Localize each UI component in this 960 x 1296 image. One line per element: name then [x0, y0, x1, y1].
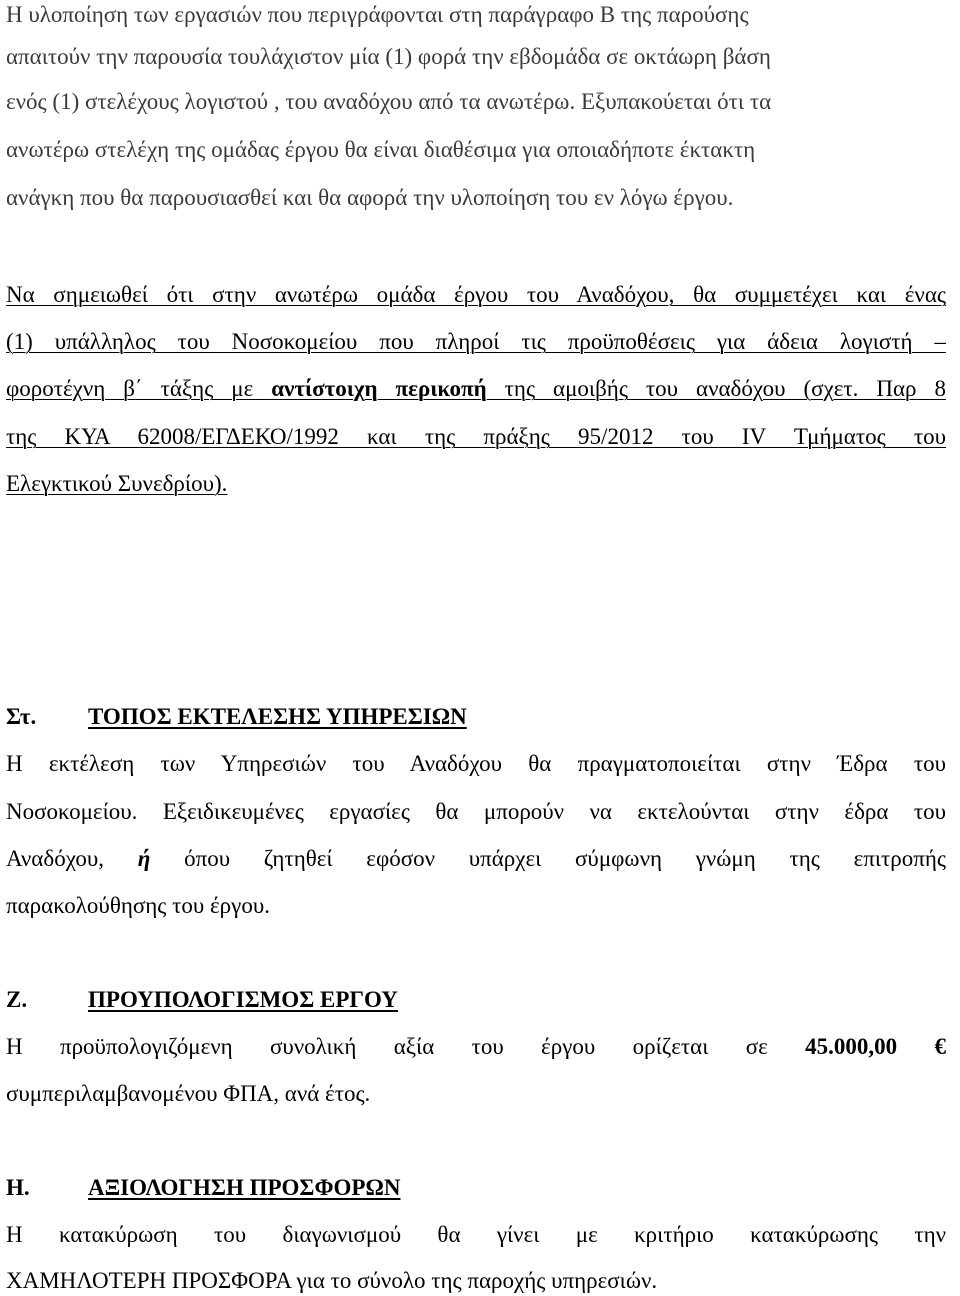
paragraph2-line5: Ελεγκτικού Συνεδρίου).	[6, 471, 228, 496]
section-st-line3-text-end: όπου ζητηθεί εφόσον υπάρχει σύμφωνη γνώμη της επιτροπής	[150, 846, 946, 871]
paragraph2-line3	[6, 374, 946, 404]
section-z-title: ΠΡΟΥΠΟΛΟΓΙΣΜΟΣ ΕΡΓΟΥ	[88, 987, 398, 1012]
paragraph2-line3-text-end: της αμοιβής του αναδόχου (σχετ. Παρ 8	[486, 376, 946, 401]
paragraph2-line1: Να σημειωθεί ότι στην ανωτέρω ομάδα έργου του Αναδόχου, θα συμμετέχει και ένας	[6, 282, 946, 307]
paragraph2-line3-bold-text: αντίστοιχη περικοπή	[271, 376, 487, 401]
section-st-line1: Η εκτέλεση των Υπηρεσιών του Αναδόχου θα πραγματοποιείται στην Έδρα του	[6, 751, 946, 776]
section-h-line2: ΧΑΜΗΛΟΤΕΡΗ ΠΡΟΣΦΟΡΑ για το σύνολο της παροχής υπηρεσιών.	[6, 1268, 658, 1293]
paragraph2-line4: της ΚΥΑ 62008/ΕΓΔΕΚΟ/1992 και της πράξης 95/2012 του IV Τμήματος του	[6, 424, 946, 449]
paragraph1-line2: απαιτούν την παρουσία τουλάχιστον μία (1) φορά την εβδομάδα σε οκτάωρη βάση	[6, 44, 771, 69]
section-z-number: Ζ.	[6, 987, 28, 1012]
section-h-line1: Η κατακύρωση του διαγωνισμού θα γίνει με κριτήριο κατακύρωσης την	[6, 1222, 946, 1247]
paragraph1-line5: ανάγκη που θα παρουσιασθεί και θα αφορά την υλοποίηση του εν λόγω έργου.	[6, 185, 734, 210]
section-st-line3	[6, 844, 946, 874]
section-st-number: Στ.	[6, 704, 37, 729]
section-z-line1-text: Η προϋπολογιζόμενη συνολική αξία του έργου ορίζεται σε	[6, 1034, 806, 1059]
section-z-line1	[6, 1032, 946, 1062]
paragraph1-line4: ανωτέρω στελέχη της ομάδας έργου θα είναι διαθέσιμα για οποιαδήποτε έκτακτη	[6, 137, 756, 162]
document-page	[6, 0, 946, 1296]
section-z-heading	[6, 985, 398, 1015]
section-st-line3-text-start: Αναδόχου,	[6, 846, 138, 871]
paragraph2-line2: (1) υπάλληλος του Νοσοκομείου που πληροί τις προϋποθέσεις για άδεια λογιστή –	[6, 329, 946, 354]
paragraph2-line3-text-start: φοροτέχνη β΄ τάξης με	[6, 376, 272, 401]
section-st-heading	[6, 702, 467, 732]
section-st-title: ΤΟΠΟΣ ΕΚΤΕΛΕΣΗΣ ΥΠΗΡΕΣΙΩΝ	[88, 704, 467, 729]
section-st-line4: παρακολούθησης του έργου.	[6, 893, 270, 918]
section-st-line3-emphasis: ή	[137, 846, 151, 871]
section-h-heading	[6, 1173, 401, 1203]
section-z-line2: συμπεριλαμβανομένου ΦΠΑ, ανά έτος.	[6, 1081, 371, 1106]
section-h-title: ΑΞΙΟΛΟΓΗΣΗ ΠΡΟΣΦΟΡΩΝ	[88, 1175, 401, 1200]
section-st-line2: Νοσοκομείου. Εξειδικευμένες εργασίες θα μπορούν να εκτελούνται στην έδρα του	[6, 799, 946, 824]
section-z-amount: 45.000,00 €	[805, 1034, 946, 1059]
paragraph1-line1: Η υλοποίηση των εργασιών που περιγράφονται στη παράγραφο Β της παρούσης	[6, 2, 749, 27]
section-h-number: Η.	[6, 1175, 30, 1200]
paragraph1-line3: ενός (1) στελέχους λογιστού , του αναδόχου από τα ανωτέρω. Εξυπακούεται ότι τα	[6, 89, 772, 114]
